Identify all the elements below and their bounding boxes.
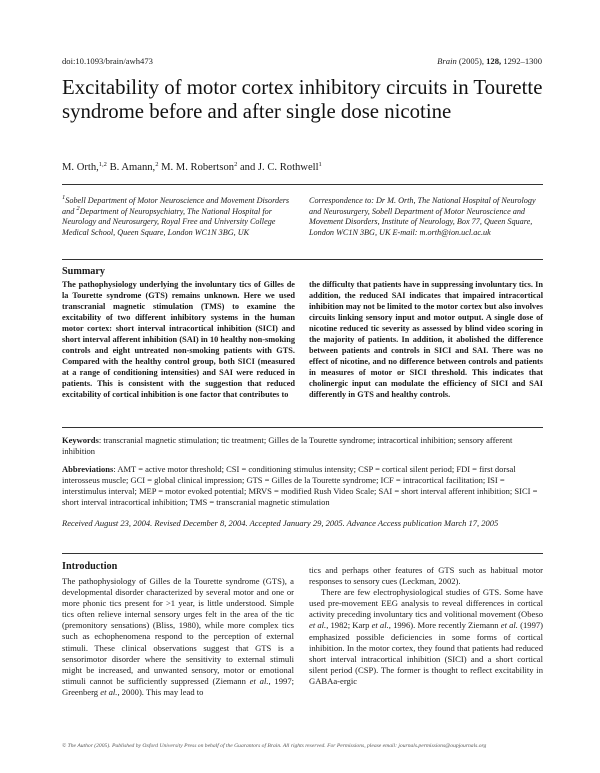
introduction-heading: Introduction xyxy=(62,561,118,572)
introduction-right-column xyxy=(309,565,543,687)
journal-citation xyxy=(437,56,542,66)
author-affiliation-mark: 1 xyxy=(318,161,322,168)
intro-text: et al. xyxy=(100,686,118,697)
intro-text: et al. xyxy=(309,620,327,631)
intro-text: (1997) emphasized possible deficiencies in some forms of cortical inhibition. In the motor cortex, they found that patients had reduced short interval intracortical inhibition (SICI) and a short cortical silent period (CSP). The former is thought to reflect excitability in GABAa-ergic xyxy=(309,620,544,686)
affiliation-mark: 1 xyxy=(62,194,66,201)
summary-heading: Summary xyxy=(62,266,106,277)
journal-name: Brain xyxy=(437,56,457,66)
divider xyxy=(62,427,543,428)
article-title: Excitability of motor cortex inhibitory circuits in Tourette syndrome before and after single dose nicotine xyxy=(62,76,543,123)
author-list xyxy=(62,162,542,173)
author-name: M. M. Robertson xyxy=(158,162,235,173)
affiliation-text: Department of Neuropsychiatry, The National Hospital for Neurology and Neurosurgery, Royal Free and University College Medical School, Queen Square, London WC1N 3BG, UK xyxy=(62,206,276,237)
abbreviations-label: Abbreviations xyxy=(62,464,114,474)
intro-text: , 1996). More recently Ziemann xyxy=(388,620,501,631)
intro-text: et al. xyxy=(249,675,269,686)
author-name: and J. C. Rothwell xyxy=(237,162,319,173)
intro-text: , 1982; Karp xyxy=(326,620,372,631)
copyright-footer: © The Author (2005). Published by Oxford University Press on behalf of the Guarantors of Brain. All rights reserved. For Permissions, please email: journals.permissions@oupjournals.org xyxy=(62,743,487,749)
journal-pages: 1292–1300 xyxy=(503,56,542,66)
affiliation-text: Sobell Department of Motor Neuroscience and Movement Disorders and xyxy=(62,196,290,216)
intro-paragraph xyxy=(309,587,543,687)
journal-year: (2005), xyxy=(458,56,484,66)
correspondence: Correspondence to: Dr M. Orth, The National Hospital of Neurology and Neurosurgery, Sobell Department of Motor Neuroscience and Movement Disorders, Institute of Neurology, Box 77, Queen Square, London WC1N 3BG, UK E-mail: m.orth@ion.ucl.ac.uk xyxy=(309,196,536,237)
divider xyxy=(62,553,543,554)
intro-text: The pathophysiology of Gilles de la Tourette syndrome (GTS), a developmental disorder characterized by several motor and one or more phonic tics present for >1 year, is little understood. Simple tics often relieve internal sensory urges felt in the area of the tic (premonitory sensations) (Bliss, 1980), while more complex tics such as echophenomena respond to the perception of external stimuli. These clinical observations suggest that GTS is a sensorimotor disorder where the sensitivity to external stimuli might be increased, and unwanted sensory, motor or emotional stimuli cannot be sufficiently suppressed (Ziemann xyxy=(62,576,294,686)
affiliation-mark: 2 xyxy=(76,204,80,212)
author-name: M. Orth, xyxy=(62,162,99,173)
intro-text: et al. xyxy=(371,620,389,631)
intro-text: There are few electrophysiological studies of GTS. Some have used pre-movement EEG analysis to reveal differences in cortical activity preceding involuntary tics and volitional movement (Obeso xyxy=(309,587,543,620)
divider xyxy=(62,259,543,260)
intro-paragraph: tics and perhaps other features of GTS such as habitual motor responses to sensory cues (Leckman, 2002). xyxy=(309,565,543,587)
journal-volume: 128, xyxy=(486,56,502,66)
divider xyxy=(62,184,543,185)
summary-left-column: The pathophysiology underlying the involuntary tics of Gilles de la Tourette syndrome (GTS) remains unknown. Here we used transcranial magnetic stimulation (TMS) to examine the excitability of two different inhibitory systems in the human motor cortex: short interval intracortical inhibition (SICI) and short interval afferent inhibition (SAI) in 10 healthy non-smoking controls and eight untreated non-smoking patients with GTS. Compared with the healthy control group, both SICI (measured at a range of conditioning intensities) and SAI were reduced in patients. This is consistent with the suggestion that reduced excitability of cortical inhibition is one factor that contributes to xyxy=(62,280,295,400)
affiliations xyxy=(62,196,294,238)
author-affiliation-mark: 2 xyxy=(234,161,238,168)
intro-text: et al. xyxy=(500,620,518,631)
introduction-left-column xyxy=(62,576,294,698)
abbreviations-text: : AMT = active motor threshold; CSI = conditioning stimulus intensity; CSP = cortical silent period; FDI = first dorsal interosseus muscle; GCI = global clinical impression; GTS = Gilles de la Tourette syndrome; ICF = intracortical facilitation; ISI = interstimulus interval; MEP = motor evoked potential; MRVS = modified Rush Video Scale; SAI = short interval afferent inhibition; SICI = short interval intracortical inhibition; TMS = transcranial magnetic stimulation xyxy=(62,464,538,507)
author-affiliation-mark: 2 xyxy=(155,161,159,168)
intro-text: , 2000). This may lead to xyxy=(117,686,204,697)
intro-text: , 1997; Greenberg xyxy=(62,675,295,697)
received-dates: Received August 23, 2004. Revised December 8, 2004. Accepted January 29, 2005. Advance Access publication March 17, 2005 xyxy=(62,518,499,528)
abbreviations xyxy=(62,464,544,508)
keywords-text: : transcranial magnetic stimulation; tic treatment; Gilles de la Tourette syndrome; intracortical inhibition; sensory afferent inhibition xyxy=(62,435,513,456)
keywords-label: Keywords xyxy=(62,435,99,445)
doi: doi:10.1093/brain/awh473 xyxy=(62,56,153,66)
author-name: B. Amann, xyxy=(106,162,156,173)
summary-right-column: the difficulty that patients have in suppressing involuntary tics. In addition, the reduced SAI indicates that impaired intracortical inhibition may not be limited to the motor cortex but also involves circuits linking sensory input and motor output. A single dose of nicotine reduced tic severity as assessed by blind video scoring in the majority of patients. In addition, it abolished the difference between patients and controls in SICI and SAI. There was no effect of nicotine, and no difference between controls and patients in measures of motor or SICI threshold. This indicates that cholinergic input can modulate the efficiency of SICI and SAI differently in GTS and healthy controls. xyxy=(309,280,543,400)
keywords xyxy=(62,435,544,457)
author-affiliation-mark: 1,2 xyxy=(98,161,107,168)
